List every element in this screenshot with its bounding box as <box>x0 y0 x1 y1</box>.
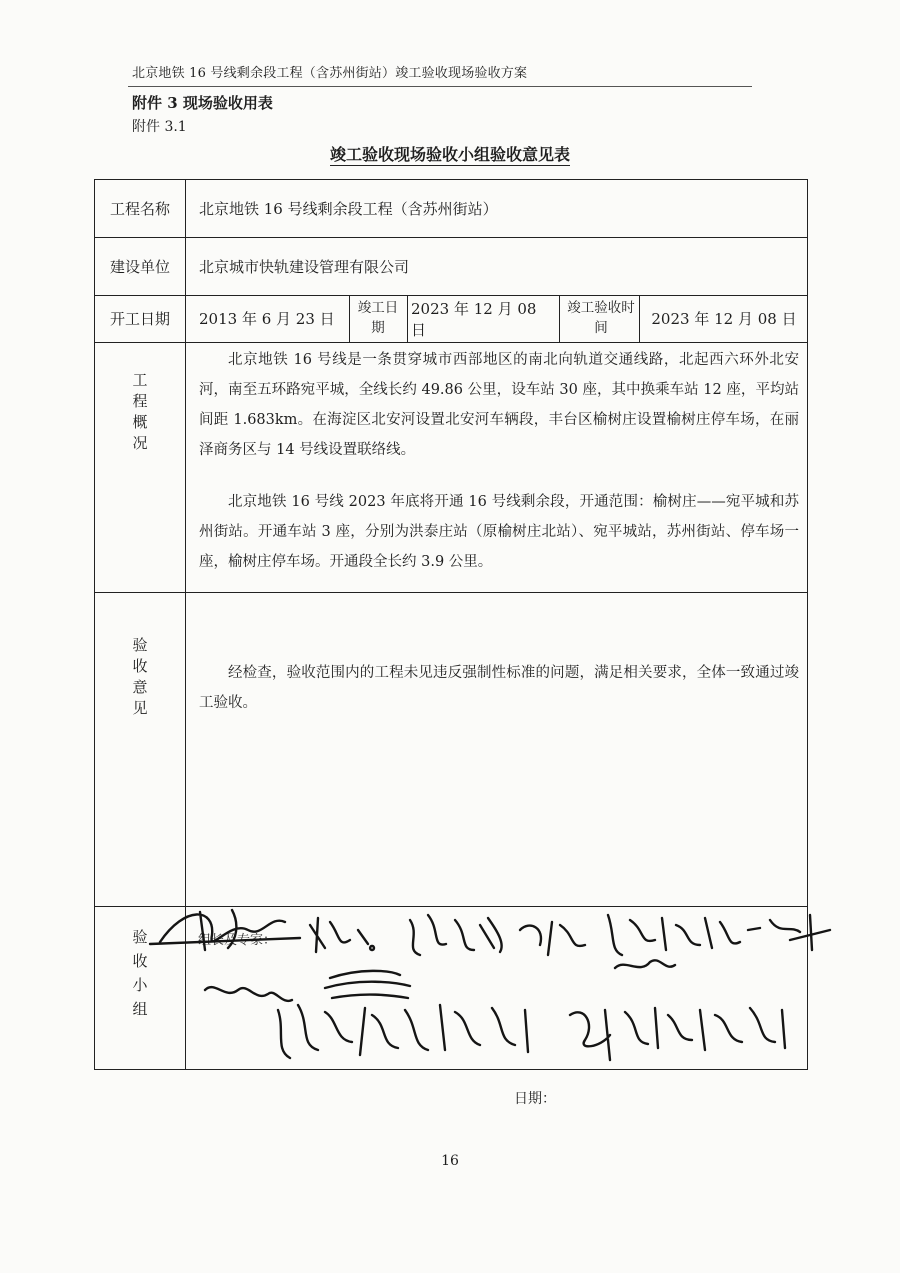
form-title: 竣工验收现场验收小组验收意见表 <box>329 145 570 164</box>
acceptance-time-label: 竣工验收时间 <box>567 300 635 336</box>
overview-label: 工程概况 <box>132 371 148 452</box>
builder-label: 建设单位 <box>109 257 170 276</box>
completion-date-label: 竣工日期 <box>357 300 399 336</box>
signature-6 <box>325 971 410 998</box>
overview-paragraph-1: 北京地铁 16 号线是一条贯穿城市西部地区的南北向轨道交通线路，北起西六环外北安河，南至五环路宛平城，全线长约 49.86 公里，设车站 30 座，其中换乘车站 12 座，平均站间距 1.683km。在海淀区北安河设置北安河车辆段，丰台区榆树庄设置榆树庄停车场，在丽泽商务区与 14 号线设置联络线。 <box>199 352 799 458</box>
document-header: 北京地铁 16 号线剩余段工程（含苏州街站）竣工验收现场验收方案 <box>132 66 528 81</box>
page-number: 16 <box>441 1153 459 1169</box>
signature-8 <box>278 1005 528 1058</box>
opinion-text: 经检查，验收范围内的工程未见违反强制性标准的问题，满足相关要求，全体一致通过竣工验收。 <box>199 665 799 711</box>
team-label: 验收小组 <box>132 928 148 1018</box>
acceptance-time-value: 2023 年 12 月 08 日 <box>651 310 797 328</box>
project-name-value: 北京地铁 16 号线剩余段工程（含苏州街站） <box>199 200 498 218</box>
opinion-label: 验收意见 <box>132 636 148 717</box>
signature-1 <box>150 910 300 950</box>
signature-5 <box>608 915 830 968</box>
signature-4 <box>520 922 585 955</box>
builder-value: 北京城市快轨建设管理有限公司 <box>199 257 410 276</box>
signature-2 <box>310 918 374 952</box>
start-date-value: 2013 年 6 月 23 日 <box>199 310 335 328</box>
signature-3 <box>410 915 502 955</box>
date-label: 日期： <box>514 1091 556 1107</box>
signature-7 <box>205 987 292 1001</box>
attachment-title: 附件 3 现场验收用表 <box>132 94 273 112</box>
leader-label: 组长及专家： <box>198 933 277 948</box>
overview-paragraph-2: 北京地铁 16 号线 2023 年底将开通 16 号线剩余段，开通范围：榆树庄——宛平城和苏州街站。开通车站 3 座，分别为洪泰庄站（原榆树庄北站）、宛平城站，苏州街站、停车场一座，榆树庄停车场。开通段全长约 3.9 公里。 <box>199 494 799 570</box>
start-date-label: 开工日期 <box>109 310 170 328</box>
completion-date-value: 2023 年 12 月 08 日 <box>411 299 537 339</box>
attachment-subtitle: 附件 3.1 <box>132 119 187 135</box>
project-name-label: 工程名称 <box>109 200 170 218</box>
signature-9 <box>570 1008 785 1060</box>
